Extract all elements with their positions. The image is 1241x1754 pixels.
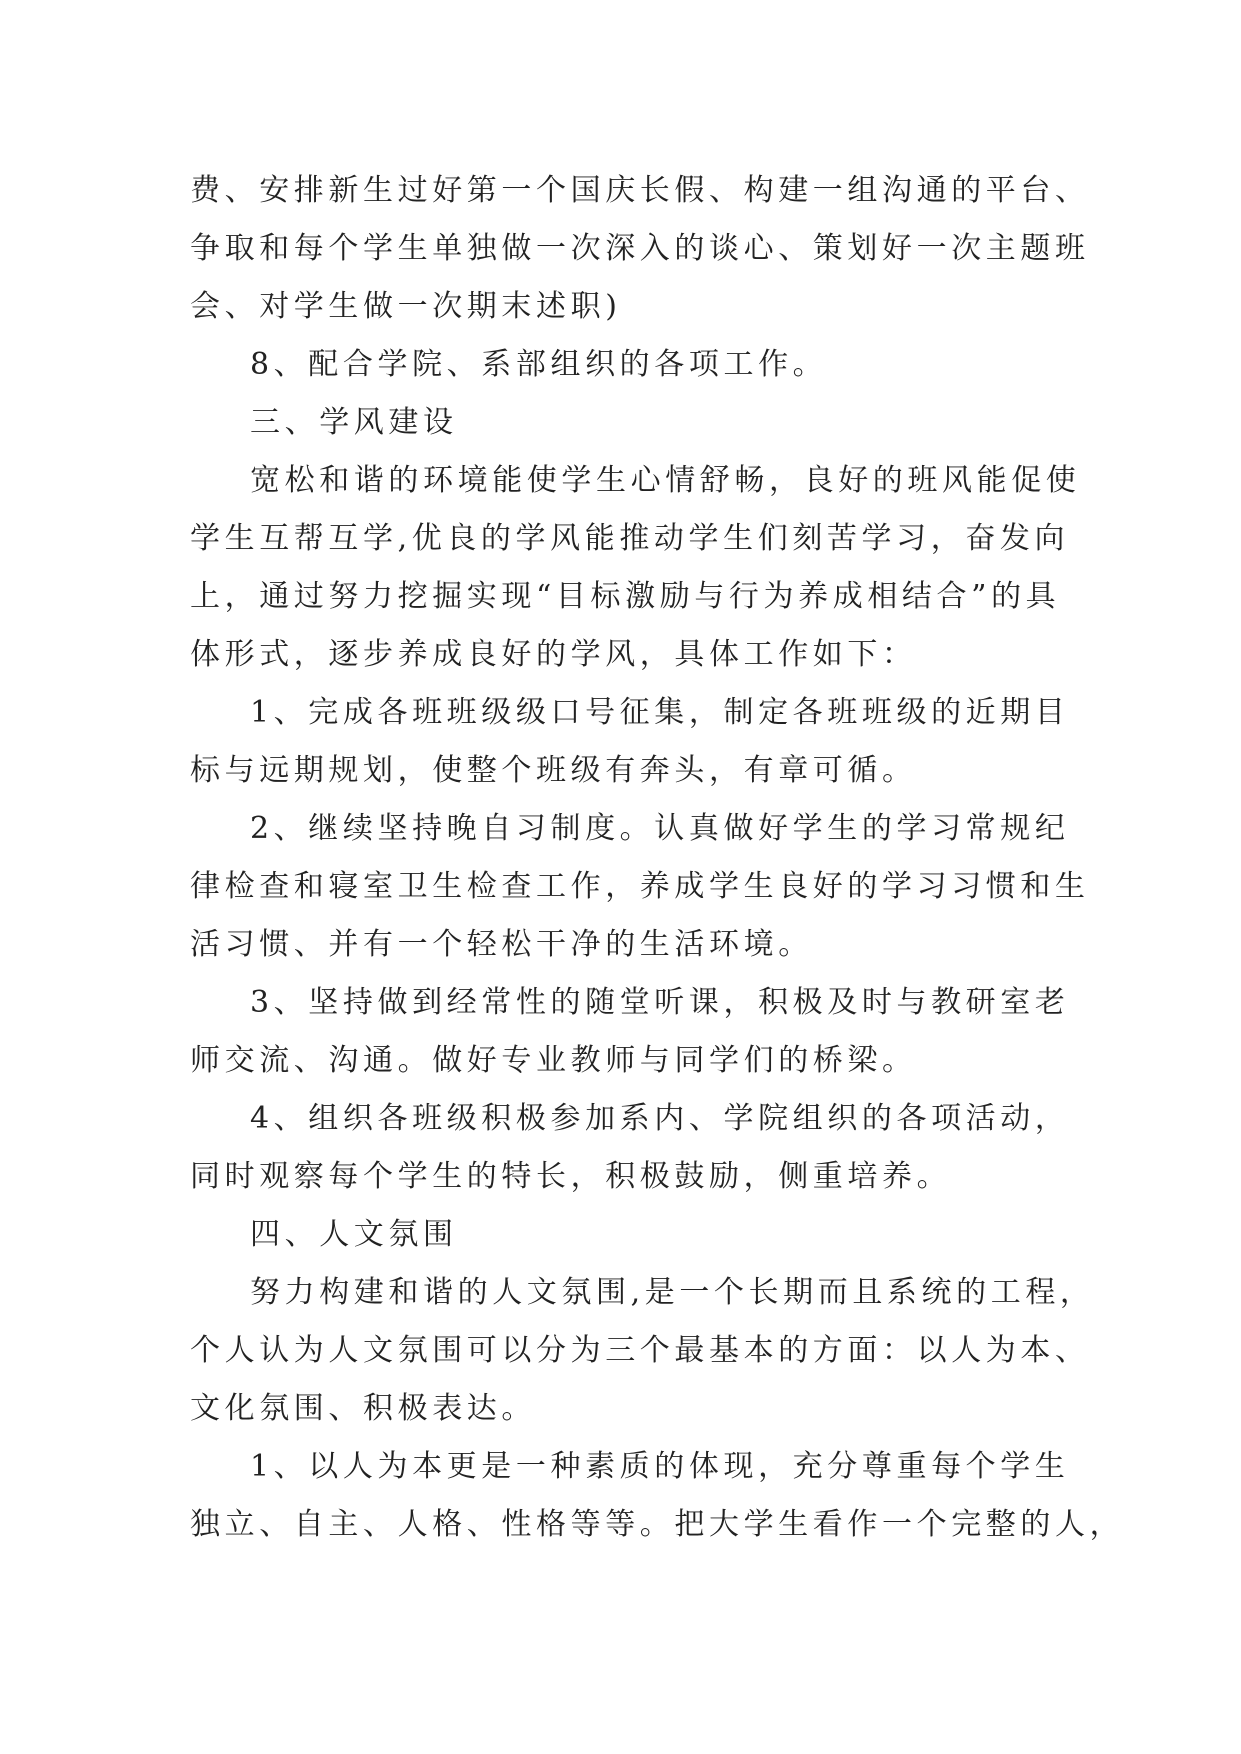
text-line: 费、安排新生过好第一个国庆长假、构建一组沟通的平台、 <box>190 173 1090 208</box>
text-line: 律检查和寝室卫生检查工作，养成学生良好的学习习惯和生 <box>190 869 1090 904</box>
text-line: 上，通过努力挖掘实现“目标激励与行为养成相结合”的具 <box>190 579 1061 614</box>
list-item-line: 2、继续坚持晚自习制度。认真做好学生的学习常规纪 <box>250 811 1070 846</box>
text-line: 同时观察每个学生的特长，积极鼓励，侧重培养。 <box>190 1159 952 1194</box>
list-item-line: 3、坚持做到经常性的随堂听课，积极及时与教研室老 <box>250 985 1070 1020</box>
section-heading: 三、学风建设 <box>250 405 458 440</box>
document-body <box>190 162 1125 1554</box>
text-line: 学生互帮互学,优良的学风能推动学生们刻苦学习，奋发向 <box>190 521 1070 556</box>
text-line: 个人认为人文氛围可以分为三个最基本的方面：以人为本、 <box>190 1333 1090 1368</box>
text-line: 标与远期规划，使整个班级有奔头，有章可循。 <box>190 753 917 788</box>
list-item-line: 1、以人为本更是一种素质的体现，充分尊重每个学生 <box>250 1449 1070 1484</box>
list-item-line: 1、完成各班班级级口号征集，制定各班班级的近期目 <box>250 695 1070 730</box>
list-item-line: 8、配合学院、系部组织的各项工作。 <box>250 347 828 382</box>
paragraph-start-line: 努力构建和谐的人文氛围,是一个长期而且系统的工程， <box>250 1275 1095 1310</box>
text-line: 师交流、沟通。做好专业教师与同学们的桥梁。 <box>190 1043 917 1078</box>
section-heading: 四、人文氛围 <box>250 1217 458 1252</box>
paragraph-start-line: 宽松和谐的环境能使学生心情舒畅，良好的班风能促使 <box>250 463 1081 498</box>
text-line: 体形式，逐步养成良好的学风，具体工作如下： <box>190 637 917 672</box>
text-line: 独立、自主、人格、性格等等。把大学生看作一个完整的人， <box>190 1507 1125 1542</box>
text-line: 争取和每个学生单独做一次深入的谈心、策划好一次主题班 <box>190 231 1090 266</box>
text-line: 活习惯、并有一个轻松干净的生活环境。 <box>190 927 813 962</box>
text-line: 会、对学生做一次期末述职) <box>190 289 622 324</box>
list-item-line: 4、组织各班级积极参加系内、学院组织的各项活动， <box>250 1101 1070 1136</box>
text-line: 文化氛围、积极表达。 <box>190 1391 536 1426</box>
